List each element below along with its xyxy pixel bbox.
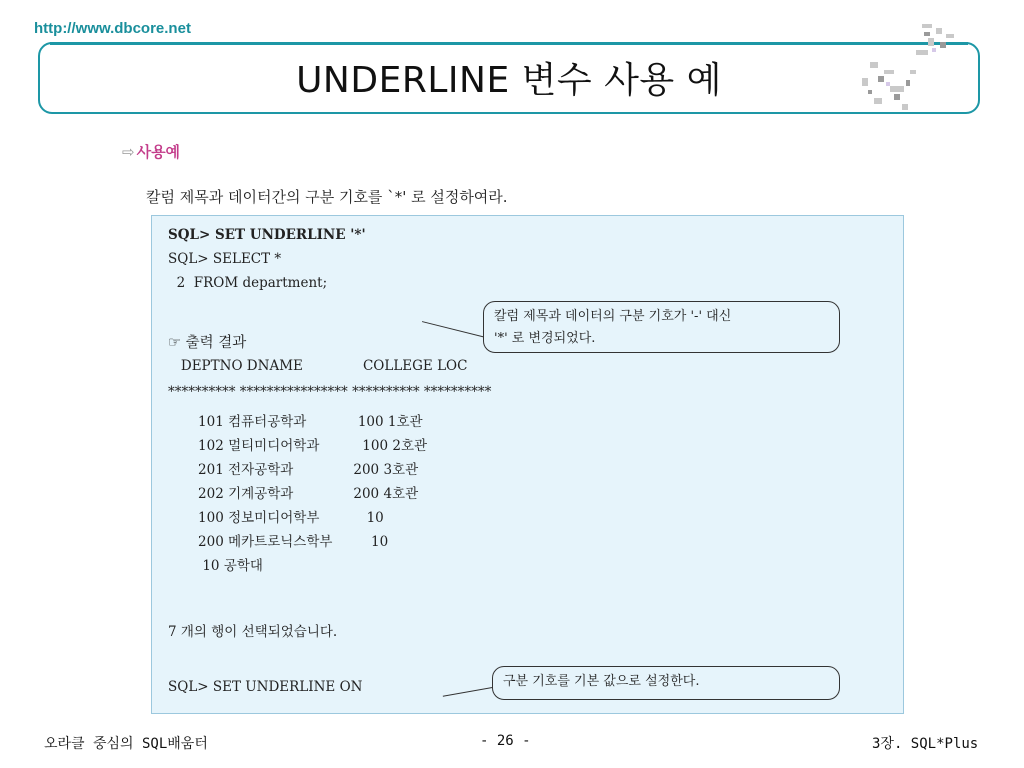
section-heading bbox=[122, 141, 180, 162]
section-label: 사용예 bbox=[136, 143, 181, 161]
code-line-select: SQL> SELECT * bbox=[168, 251, 282, 267]
callout-pointer bbox=[422, 321, 490, 339]
title-frame bbox=[38, 42, 980, 114]
footer-page-number: - 26 - bbox=[480, 733, 531, 749]
page-title: UNDERLINE 변수 사용 예 bbox=[296, 60, 722, 101]
code-line-set: SQL> SET UNDERLINE '*' bbox=[168, 227, 366, 243]
decorative-pixel-art-icon bbox=[840, 18, 980, 128]
instruction-text: 칼럼 제목과 데이터간의 구분 기호를 `*' 로 설정하여라. bbox=[146, 188, 508, 206]
callout-note: 구분 기호를 기본 값으로 설정한다. bbox=[492, 666, 840, 700]
output-heading: ☞ 출력 결과 bbox=[168, 335, 247, 351]
callout-pointer bbox=[443, 686, 498, 697]
underline-row: ********** **************** ********** ********** bbox=[168, 384, 492, 400]
rows-selected-text: 7 개의 행이 선택되었습니다. bbox=[168, 624, 338, 640]
table-row: 200 메카트로닉스학부 10 bbox=[168, 534, 389, 550]
table-row: 202 기계공학과 200 4호관 bbox=[168, 486, 419, 502]
code-box bbox=[151, 215, 904, 714]
table-row: 101 컴퓨터공학과 100 1호관 bbox=[168, 414, 423, 430]
column-headers: DEPTNO DNAME COLLEGE LOC bbox=[168, 358, 468, 374]
table-row: 100 정보미디어학부 10 bbox=[168, 510, 384, 526]
footer-book-title: 오라클 중심의 SQL배움터 bbox=[44, 736, 208, 752]
title-rule bbox=[50, 42, 968, 45]
footer-chapter: 3장. SQL*Plus bbox=[872, 736, 979, 752]
callout-note: 칼럼 제목과 데이터의 구분 기호가 '-' 대신 '*' 로 변경되었다. bbox=[483, 301, 840, 353]
site-url[interactable]: http://www.dbcore.net bbox=[34, 20, 191, 37]
table-row: 102 멀티미디어학과 100 2호관 bbox=[168, 438, 428, 454]
code-line-reset: SQL> SET UNDERLINE ON bbox=[168, 679, 363, 695]
code-line-from: 2 FROM department; bbox=[168, 275, 328, 291]
table-row: 10 공학대 bbox=[168, 558, 263, 574]
arrow-outline-icon: ⇨ bbox=[122, 143, 135, 161]
table-row: 201 전자공학과 200 3호관 bbox=[168, 462, 419, 478]
